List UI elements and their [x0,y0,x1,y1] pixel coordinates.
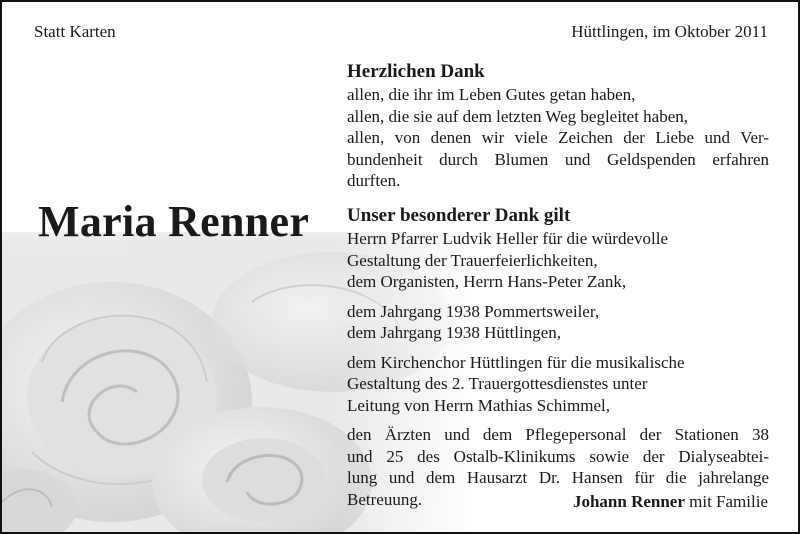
thanks-heading: Herzlichen Dank [347,61,485,82]
special-line: dem Jahrgang 1938 Pommertsweiler, [347,301,600,321]
deceased-name: Maria Renner [38,197,310,246]
thanks-line: allen, von denen wir viele Zeichen der Liebe und Ver- [347,128,769,147]
thanks-line: allen, die ihr im Leben Gutes getan haben, [347,85,636,104]
thanks-line: durften. [347,171,401,190]
special-thanks-section [347,204,769,510]
special-line: Herrn Pfarrer Ludvik Heller für die würdevolle [347,229,668,248]
place-date: Hüttlingen, im Oktober 2011 [571,22,768,41]
signature-name: Johann Renner [572,492,685,511]
special-line: dem Kirchenchor Hüttlingen für die musikalische [347,352,685,372]
special-line: lung und dem Hausarzt Dr. Hansen für die jahrelange [347,468,769,487]
special-line: dem Organisten, Herrn Hans-Peter Zank, [347,272,627,291]
signature-suffix: mit Familie [689,492,768,511]
thanks-line: allen, die sie auf dem letzten Weg begleitet haben, [347,106,689,126]
special-line: dem Jahrgang 1938 Hüttlingen, [347,323,562,342]
thanks-line: bundenheit durch Blumen und Geldspenden erfahren [347,149,769,169]
statt-karten-label: Statt Karten [34,22,116,41]
special-line: Gestaltung der Trauerfeierlichkeiten, [347,250,598,270]
signature [573,492,768,512]
special-line: Betreuung. [347,489,423,509]
special-heading: Unser besonderer Dank gilt [347,205,571,226]
special-line: Leitung von Herrn Mathias Schimmel, [347,395,610,415]
special-line: den Ärzten und dem Pflegepersonal der Stationen 38 [347,425,769,444]
special-line: Gestaltung des 2. Trauergottesdienstes unter [347,374,648,393]
special-line: und 25 des Ostalb-Klinikums sowie der Dialyseabtei- [347,446,769,466]
thanks-section [347,60,769,192]
